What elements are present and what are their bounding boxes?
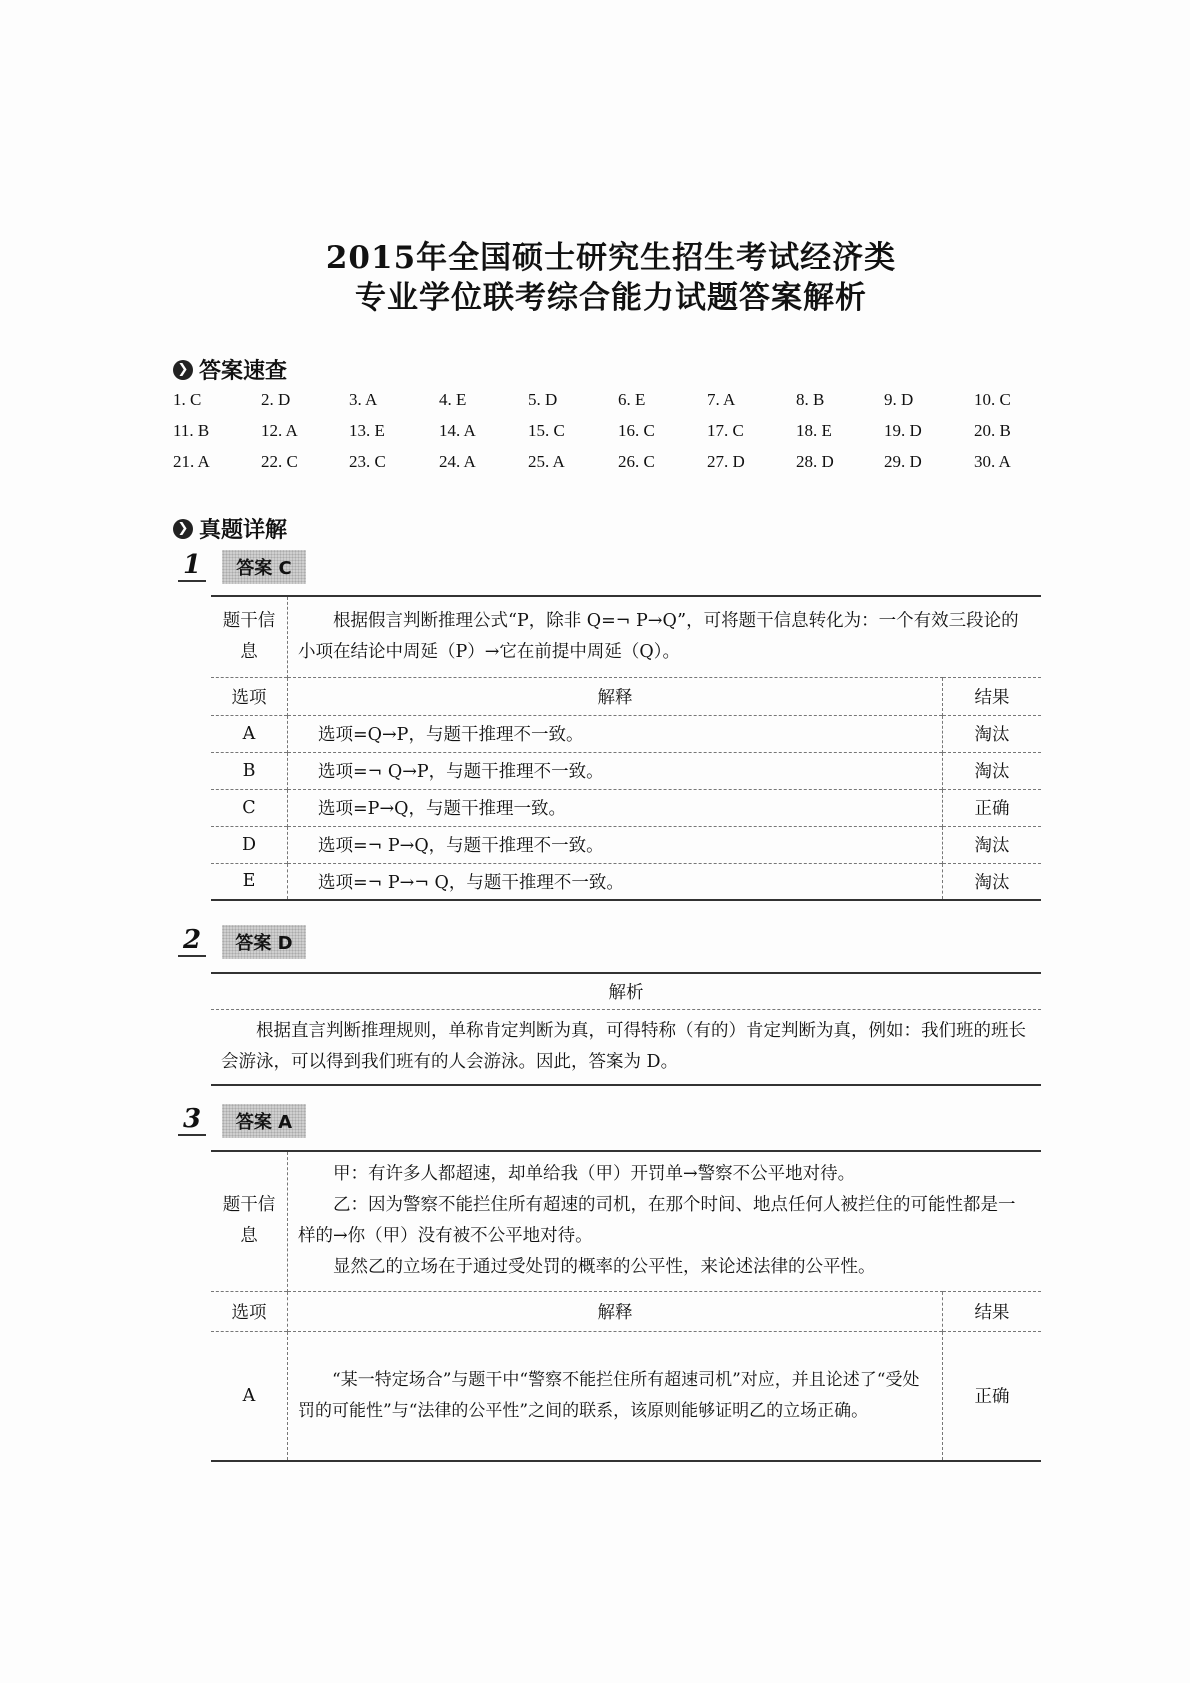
header-explanation: 解释: [288, 1291, 943, 1331]
quick-answer-item: 23. C: [349, 452, 386, 471]
option-explanation: 选项=¬ Q→P，与题干推理不一致。: [288, 752, 943, 789]
quick-answer-item: 4. E: [439, 390, 467, 409]
stem-line: 甲：有许多人都超速，却单给我（甲）开罚单→警察不公平地对待。: [333, 1164, 856, 1185]
quick-answer-item: 8. B: [796, 390, 825, 409]
quick-answer-item: 6. E: [618, 390, 646, 409]
quick-answer-item: 26. C: [618, 452, 655, 471]
q2-analysis-table: [211, 972, 1041, 1086]
analysis-text: 根据直言判断推理规则，单称肯定判断为真，可得特称（有的）肯定判断为真，例如：我们班的班长会游泳，可以得到我们班有的人会游泳。因此，答案为 D。: [211, 1009, 1041, 1085]
option-result: 淘汰: [943, 863, 1042, 900]
stem-label: 题干信息: [211, 1151, 288, 1291]
quick-answer-item: 17. C: [707, 421, 744, 440]
table-row: [211, 863, 1041, 900]
quick-answer-item: 10. C: [974, 390, 1011, 409]
stem-line: 乙：因为警察不能拦住所有超速的司机，在那个时间、地点任何人被拦住的可能性都是一样的→你（甲）没有被不公平地对待。: [298, 1195, 1016, 1247]
table-row: [211, 789, 1041, 826]
quick-answer-item: 7. A: [707, 390, 736, 409]
header-result: 结果: [943, 1291, 1042, 1331]
quick-answer-item: 18. E: [796, 421, 832, 440]
option-letter: E: [211, 863, 288, 900]
quick-answer-item: 11. B: [173, 421, 210, 440]
details-heading: [173, 513, 287, 544]
quick-answer-item: 29. D: [884, 452, 922, 471]
quick-answer-item: 5. D: [528, 390, 558, 409]
question-number: 3: [178, 1104, 206, 1136]
quick-answer-item: 13. E: [349, 421, 385, 440]
option-result: 正确: [943, 789, 1042, 826]
quick-answer-item: 21. A: [173, 452, 210, 471]
quick-answer-item: 24. A: [439, 452, 476, 471]
answer-badge: 答案 A: [222, 1104, 306, 1138]
header-option: 选项: [211, 677, 288, 715]
option-result: 淘汰: [943, 715, 1042, 752]
quick-answer-item: 20. B: [974, 421, 1011, 440]
quick-answers-heading-text: 答案速查: [199, 359, 288, 384]
table-row: [211, 826, 1041, 863]
quick-answer-item: 25. A: [528, 452, 565, 471]
quick-answers-heading: [173, 354, 287, 385]
quick-answer-item: 22. C: [261, 452, 298, 471]
question-number: 2: [178, 925, 206, 957]
q1-analysis-table: [211, 595, 1041, 901]
details-heading-text: 真题详解: [199, 518, 288, 543]
stem-row: [211, 1151, 1041, 1291]
option-explanation: “某一特定场合”与题干中“警察不能拦住所有超速司机”对应，并且论述了“受处罚的可能性”与“法律的公平性”之间的联系，该原则能够证明乙的立场正确。: [288, 1331, 943, 1461]
option-explanation: 选项=Q→P，与题干推理不一致。: [288, 715, 943, 752]
option-result: 淘汰: [943, 826, 1042, 863]
chevron-circle-icon: ❯: [173, 360, 193, 380]
option-explanation: 选项=¬ P→¬ Q，与题干推理不一致。: [288, 863, 943, 900]
quick-answer-item: 15. C: [528, 421, 565, 440]
option-result: 淘汰: [943, 752, 1042, 789]
quick-answer-item: 19. D: [884, 421, 922, 440]
header-result: 结果: [943, 677, 1042, 715]
header-row: [211, 1291, 1041, 1331]
analysis-header: 解析: [608, 982, 644, 1003]
quick-answer-item: 27. D: [707, 452, 745, 471]
quick-answer-item: 2. D: [261, 390, 291, 409]
stem-text: 根据假言判断推理公式“P，除非 Q=¬ P→Q”，可将题干信息转化为：一个有效三段论的小项在结论中周延（P）→它在前提中周延（Q）。: [298, 610, 1019, 662]
header-option: 选项: [211, 1291, 288, 1331]
option-explanation: 选项=¬ P→Q，与题干推理不一致。: [288, 826, 943, 863]
option-letter: A: [211, 715, 288, 752]
answer-badge: 答案 C: [222, 550, 306, 584]
option-letter: B: [211, 752, 288, 789]
answer-badge: 答案 D: [222, 925, 306, 959]
quick-answer-item: 1. C: [173, 390, 202, 409]
option-letter: D: [211, 826, 288, 863]
table-row: [211, 715, 1041, 752]
table-row: [211, 1331, 1041, 1461]
stem-text: [288, 1151, 1042, 1291]
quick-answer-item: 30. A: [974, 452, 1011, 471]
option-letter: C: [211, 789, 288, 826]
header-explanation: 解释: [288, 677, 943, 715]
quick-answer-item: 16. C: [618, 421, 655, 440]
quick-answer-item: 9. D: [884, 390, 914, 409]
quick-answer-item: 14. A: [439, 421, 476, 440]
option-letter: A: [211, 1331, 288, 1461]
option-explanation: 选项=P→Q，与题干推理一致。: [288, 789, 943, 826]
question-number: 1: [178, 550, 206, 582]
chevron-circle-icon: ❯: [173, 519, 193, 539]
stem-label: 题干信息: [211, 596, 288, 677]
stem-line: 显然乙的立场在于通过受处罚的概率的公平性，来论述法律的公平性。: [333, 1257, 876, 1278]
q3-analysis-table: [211, 1150, 1041, 1462]
header-row: [211, 677, 1041, 715]
quick-answer-item: 3. A: [349, 390, 378, 409]
quick-answer-item: 28. D: [796, 452, 834, 471]
stem-row: [211, 596, 1041, 677]
option-result: 正确: [943, 1331, 1042, 1461]
page-title-line2: 专业学位联考综合能力试题答案解析: [355, 280, 867, 316]
table-row: [211, 752, 1041, 789]
quick-answer-item: 12. A: [261, 421, 298, 440]
page-title-line1: 2015年全国硕士研究生招生考试经济类: [325, 240, 897, 276]
